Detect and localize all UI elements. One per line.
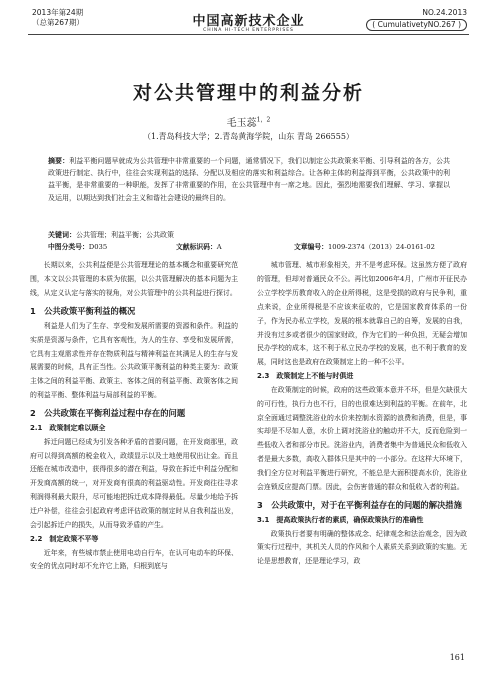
article-no-value: 1009-2374（2013）24-0161-02 — [327, 243, 435, 251]
author-affiliation: （1.青岛科技大学；2.青岛黄海学院，山东 青岛 266555） — [143, 132, 354, 141]
issue-number-info — [366, 8, 467, 31]
intro-paragraph: 长期以来，公共利益便是公共管理理论的基本概念和重要研究范围，本文以公共管理的本质为依据，以公共管理解决的基本问题为主线，从定义认定与落实的视角，对公共管理中的公共利益进行探讨。 — [30, 261, 238, 297]
keywords-label: 关键词： — [48, 230, 76, 239]
header-rule — [28, 34, 469, 35]
section-2-2-text: 近年来，有些城市禁止使用电动自行车，在认可电动车的环保、安全的优点同时却不允许它上路，归根到底与 — [30, 548, 238, 571]
abstract-label: 摘要： — [48, 156, 70, 165]
doc-code-value: A — [216, 243, 222, 251]
cumulative-number: ( CumulativetyNO.267 ) — [366, 19, 467, 31]
author-name: 毛玉蕊 — [226, 118, 257, 129]
section-2-3-text: 在政策制定的时候，政府的这些政策本意并不坏，但是欠缺很大的可行性，执行力也不行，目的也很难达到利益的平衡。在前年，北京全面通过调整洗浴业的水价来控制水资源的浪费和消费，但是，事实却是不尽如人意，水价上调对洗浴业的触动并不大，反而危险到一些低收入者和部分市民。洗浴业内，消费者集中为普通民众和低收入者是最大多数，高收入群体只是其中的一小部分。在这样大环境下，我们全方位对利益平衡进行研究，不能总是大面积提高水价，洗浴业会连锁反应提高门票。因此，会伤害普通的群众和低收入者的利益。 — [257, 385, 467, 492]
abstract — [48, 155, 450, 204]
section-2-1-text: 拆迁问题已经成为引发各种矛盾的首要问题，在开发商那里，政府可以得到高额的税金收入，政绩显示以及土地使用权出让金。而且还能在城市改造中，获得很多的潜在利益，导致在拆迁中利益分配和开发商高额的统一，对开发商有很高的利益驱动性。开发商往往寻求利润得利最大限升，尽可能地把拆迁成本降得最低。尽量少地给予拆迁户补偿，往往会引起政府考虑评估政策的制定时从自我利益出发，会引起拆迁户的损失，从而导致矛盾的产生。 — [30, 437, 238, 530]
continued-paragraph: 城市管理、城市形象相关，并不是考虑环保。这虽然方便了政府的管理，但却对普通民众不公。再比如2006年4月，广州市开征民办公立学校学历教育收入的企业所得税，这是受损的政府与民争利，重点来说，企业所得税是不应该来征收的，它是国家教育体系的一份子，作为民办私立学校，发展的根本就靠自己的自筹，发展的自我，并没有过多或者很少的国家财政，作为它们的一种负担，无疑会增加民办学校的成本，这不利于私立民办学校的发展，也不利于教育的发展，同时这也是政府在政策制定上的一种不公平。 — [257, 261, 467, 367]
clc-value: D035 — [88, 243, 108, 251]
right-column — [257, 259, 467, 569]
section-2-heading: 2 公共政策在平衡利益过程中存在的问题 — [30, 408, 186, 419]
classification-info — [48, 241, 468, 251]
article-no-label: 文章编号： — [294, 243, 328, 251]
brand-name-cn: 中国高新技术企业 — [192, 14, 305, 29]
keywords-text: 公共管理；利益平衡；公共政策 — [76, 231, 174, 239]
doc-code-label: 文献标识码： — [176, 243, 217, 251]
author-line — [0, 114, 497, 129]
year-issue: 2013年第24期 — [32, 8, 84, 17]
section-2-3-heading: 2.3 政策制定上不能与时俱进 — [257, 372, 354, 381]
brand-name-en: CHINA HI-TECH ENTERPRISES — [203, 28, 294, 33]
section-2-2-heading: 2.2 制定政策不平等 — [30, 535, 99, 543]
section-1-heading: 1 公共政策平衡利益的概况 — [30, 305, 136, 316]
total-issue: （总第267期） — [32, 18, 84, 27]
keywords — [48, 229, 450, 241]
article-title: 对公共管理中的利益分析 — [132, 82, 364, 104]
section-2-1-heading: 2.1 政策制定难以顾全 — [30, 424, 106, 433]
author-affiliation-mark: 1，2 — [256, 116, 271, 124]
clc-label: 中图分类号： — [48, 243, 89, 251]
section-3-1-heading: 3.1 提高政策执行者的素质，确保政策执行的准确性 — [257, 516, 424, 524]
left-column — [30, 259, 238, 574]
issue-number: NO.24.2013 — [422, 8, 467, 17]
page-number: 161 — [449, 653, 465, 662]
section-3-1-text: 政策执行者要有明确的整体成念、纪律观念和法治观念，因为政策实行过程中，其机关人员的作风和个人素质关系到政策的实施。无论是思想教育，还是理论学习，政 — [257, 529, 467, 566]
section-3-heading: 3 公共政策中，对于在平衡利益存在的问题的解决措施 — [257, 500, 462, 510]
section-1-text: 利益是人们为了生存、享受和发展所需要的资源和条件。利益的实质是资源与条件，它具有客观性，为人的生存、享受和发展所需，它具有主观需求性并存在物质利益与精神利益在其满足人的生存与发展需要的时候，具有正当性。公共政策平衡利益的种类主要为：政策主体之间的利益平衡、政策主、客体之间的利益平衡、政策客体之间的利益平衡、整体利益与局部利益的平衡。 — [30, 321, 238, 400]
abstract-text: 利益平衡问题早就成为公共管理中非常重要的一个问题，通常情况下，我们以制定公共政策来平衡、引导利益的各方，公共政策进行制定、执行中，往往会实现利益的选择、分配以及相应的落实和利益综合。让各种主体的利益得到平衡，公共政策中的利益平衡，是非常重要的一种职能，发挥了非常重要的作用，在公共管理中有一席之地。因此，强烈地需要我们理解、学习、掌握以及运用，以期达到我们社会主义和谐社会建设的最终目的。 — [48, 157, 451, 202]
